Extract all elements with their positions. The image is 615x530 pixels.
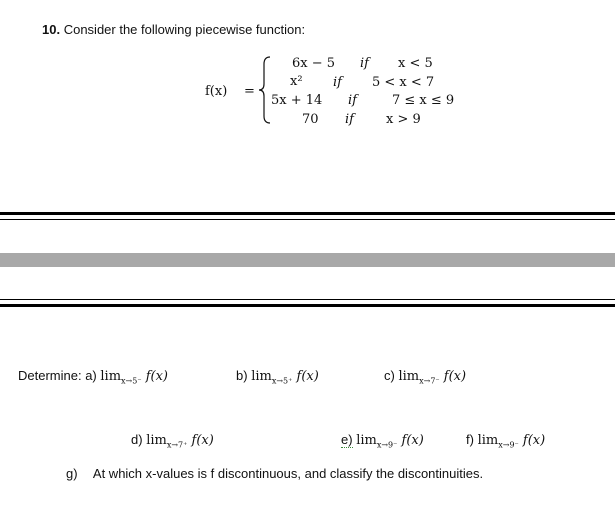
item-b-label: b) <box>236 368 248 383</box>
left-brace-icon <box>258 56 272 124</box>
case-3-expr: 5x + 14 <box>271 93 323 108</box>
case-1-expr: 6x − 5 <box>292 56 336 71</box>
item-a-label: a) <box>85 368 97 383</box>
case-3-cond: 7 ≤ x ≤ 9 <box>392 93 455 108</box>
equals-sign: = <box>244 84 255 99</box>
divider-top-thick <box>0 212 615 215</box>
item-a-limit: $\lim_{x\to 5^-} f(x)$ <box>100 369 169 386</box>
case-1-cond: x < 5 <box>398 56 433 71</box>
item-f-limit: $\lim_{x\to 9^-} f(x)$ <box>477 433 546 450</box>
case-2-expr: x² <box>290 74 303 89</box>
divider-gray-band <box>0 253 615 267</box>
item-d-limit: $\lim_{x\to 7^+} f(x)$ <box>146 433 214 450</box>
question-header <box>42 22 305 37</box>
item-e-limit: $\lim_{x\to 9^-} f(x)$ <box>356 433 424 450</box>
determine-item-e <box>341 432 424 450</box>
item-c-limit: $\lim_{x\to 7^-} f(x)$ <box>398 369 467 386</box>
divider-top-thin <box>0 219 615 220</box>
part-g <box>66 466 483 481</box>
divider-bottom-thick <box>0 304 615 307</box>
case-2-if: if <box>333 75 342 90</box>
determine-item-b <box>236 368 319 386</box>
case-4-expr: 70 <box>302 112 319 127</box>
part-g-text: At which x-values is f discontinuous, and classify the discontinuities. <box>92 466 484 481</box>
case-3-if: if <box>348 93 357 108</box>
item-d-label: d) <box>131 432 143 447</box>
item-b-limit: $\lim_{x\to 5^+} f(x)$ <box>251 369 319 386</box>
case-1-if: if <box>360 56 369 71</box>
case-2-cond: 5 < x < 7 <box>372 75 435 90</box>
function-name: f(x) <box>205 84 228 99</box>
question-prompt: Consider the following piecewise function: <box>63 22 306 37</box>
determine-item-f <box>466 432 545 450</box>
determine-label: Determine: <box>18 368 82 383</box>
part-g-label: g) <box>66 466 78 481</box>
determine-item-c <box>384 368 466 386</box>
case-4-cond: x > 9 <box>386 112 421 127</box>
case-4-if: if <box>345 112 354 127</box>
item-e-label: e) <box>341 432 353 447</box>
divider-bottom-thin <box>0 299 615 300</box>
determine-item-d <box>131 432 214 450</box>
question-number: 10. <box>42 22 61 37</box>
determine-item-a <box>18 368 168 386</box>
item-f-label: f) <box>466 432 474 447</box>
item-c-label: c) <box>384 368 395 383</box>
